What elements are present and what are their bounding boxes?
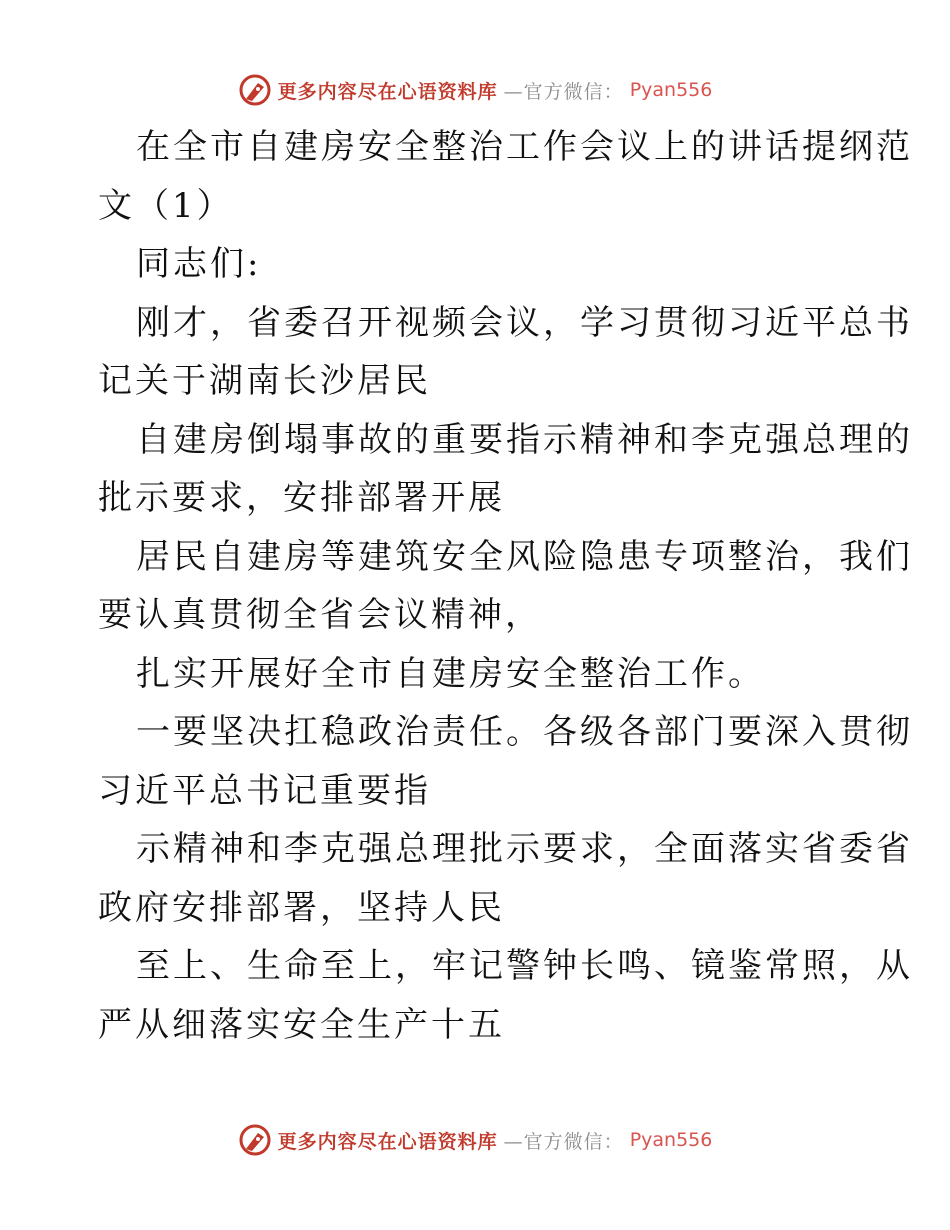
text-line: 习近平总书记重要指 (98, 770, 431, 811)
pen-nib-logo-icon (238, 1123, 272, 1157)
text-line: 在全市自建房安全整治工作会议上的讲话提纲范 (136, 127, 913, 167)
text-line: 批示要求，安排部署开展 (98, 478, 505, 518)
watermark-title: 更多内容尽在心语资料库 (277, 80, 498, 103)
watermark-title: 更多内容尽在心语资料库 (277, 1130, 498, 1153)
footer-watermark (0, 1120, 950, 1160)
text-line: 要认真贯彻全省会议精神， (98, 595, 542, 635)
header-watermark (0, 70, 950, 110)
watermark-label: —官方微信： (503, 1130, 624, 1153)
text-line: 刚才，省委召开视频会议，学习贯彻习近平总书 (136, 302, 913, 343)
text-line: 扎实开展好全市自建房安全整治工作。 (136, 653, 765, 694)
text-line: 至上、生命至上，牢记警钟长鸣、镜鉴常照，从 (136, 946, 913, 986)
text-line: 示精神和李克强总理批示要求，全面落实省委省 (136, 829, 913, 869)
pen-nib-logo-icon (238, 73, 272, 107)
watermark-account: Pyan556 (629, 1129, 713, 1151)
text-line: 严从细落实安全生产十五 (98, 1004, 505, 1045)
text-line: 同志们: (136, 244, 262, 284)
watermark-account: Pyan556 (629, 79, 713, 101)
text-line: 自建房倒塌事故的重要指示精神和李克强总理的 (136, 419, 913, 460)
text-line: 记关于湖南长沙居民 (98, 361, 431, 401)
text-line: 一要坚决扛稳政治责任。各级各部门要深入贯彻 (136, 712, 913, 752)
text-line: 文（1） (98, 185, 234, 226)
text-line: 政府安排部署，坚持人民 (98, 887, 505, 928)
watermark-label: —官方微信： (503, 80, 624, 103)
document-body (98, 118, 913, 1054)
text-line: 居民自建房等建筑安全风险隐患专项整治，我们 (136, 536, 913, 577)
